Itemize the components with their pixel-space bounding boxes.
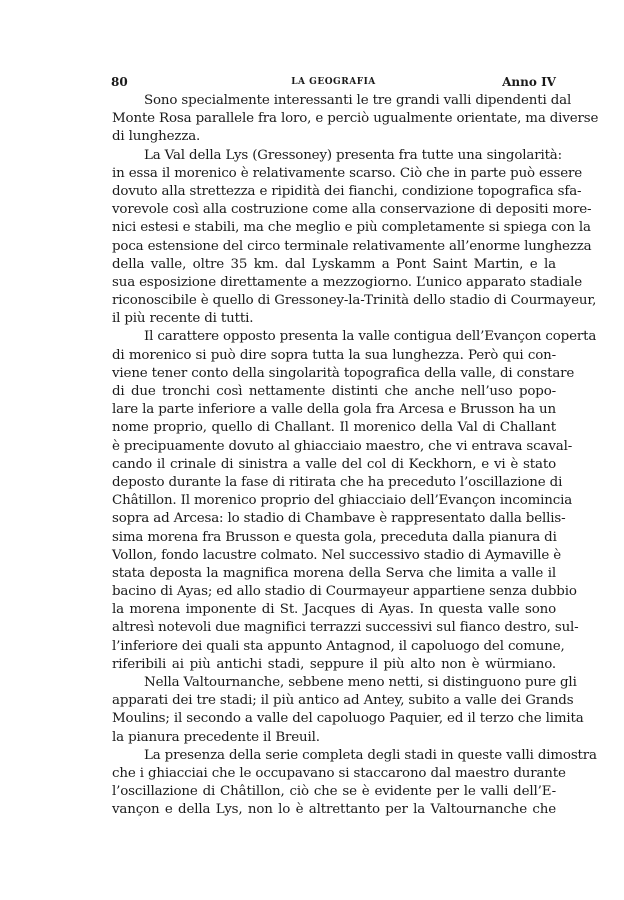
running-header — [111, 75, 556, 91]
text-line: della valle, oltre 35 km. dal Lyskamm a Pont Saint Martin, e la — [112, 256, 556, 272]
paragraph — [112, 747, 597, 820]
text-line: sima morena fra Brusson e questa gola, preceduta dalla pianura di — [112, 529, 557, 545]
page-number: 80 — [111, 75, 128, 89]
text-line: altresì notevoli due magnifici terrazzi successivi sul fianco destro, sul- — [112, 620, 579, 636]
paragraph — [112, 92, 599, 147]
text-line: viene tener conto della singolarità topografica della valle, di constare — [112, 365, 575, 381]
text-line: la morena imponente di St. Jacques di Ayas. In questa valle sono — [112, 602, 556, 618]
text-line: Monte Rosa parallele fra loro, e perciò ugualmente orientate, ma diverse — [112, 111, 599, 127]
text-line: deposto durante la fase di ritirata che ha preceduto l’oscillazione di — [112, 474, 563, 490]
text-line: di due tronchi così nettamente distinti che anche nell’uso popo- — [112, 384, 556, 399]
text-line: di morenico si può dire sopra tutta la sua lunghezza. Però qui con- — [112, 347, 556, 363]
text-line: Moulins; il secondo a valle del capoluogo Paquier, ed il terzo che limita — [112, 711, 584, 727]
paragraph — [112, 147, 597, 329]
text-line: l’inferiore dei quali sta appunto Antagnod, il capoluogo del comune, — [112, 638, 565, 654]
journal-title: LA GEOGRAFIA — [291, 77, 376, 87]
text-line: Nella Valtournanche, sebbene meno netti, si distinguono pure gli — [144, 675, 577, 690]
text-line: di lunghezza. — [112, 129, 201, 145]
text-line: in essa il morenico è relativamente scarso. Ciò che in parte può essere — [112, 165, 583, 181]
text-line: il più recente di tutti. — [112, 311, 254, 327]
volume-label: Anno IV — [502, 75, 556, 89]
text-line: che i ghiacciai che le occupavano si staccarono dal maestro durante — [112, 765, 566, 781]
text-line: Il carattere opposto presenta la valle contigua dell’Evançon coperta — [144, 329, 597, 345]
text-line: la pianura precedente il Breuil. — [112, 729, 320, 745]
text-line: Châtillon. Il morenico proprio del ghiacciaio dell’Evançon incomincia — [112, 493, 573, 509]
text-line: La presenza della serie completa degli stadi in queste valli dimostra — [144, 747, 597, 763]
text-line: bacino di Ayas; ed allo stadio di Courmayeur appartiene senza dubbio — [112, 584, 577, 600]
text-line: Vollon, fondo lacustre colmato. Nel successivo stadio di Aymaville è — [112, 547, 561, 563]
text-line: Sono specialmente interessanti le tre grandi valli dipendenti dal — [144, 93, 572, 108]
paragraph — [112, 674, 584, 747]
text-line: dovuto alla strettezza e ripidità dei fianchi, condizione topografica sfa- — [112, 183, 582, 199]
text-line: cando il crinale di sinistra a valle del col di Keckhorn, e vi è stato — [112, 456, 556, 472]
text-line: riconoscibile è quello di Gressoney-la-Trinità dello stadio di Courmayeur, — [112, 293, 597, 309]
text-line: stata deposta la magnifica morena della Serva che limita a valle il — [112, 565, 556, 581]
text-line: riferibili ai più antichi stadi, seppure il più alto non è würmiano. — [112, 656, 556, 672]
text-line: l’oscillazione di Châtillon, ciò che se è evidente per le valli dell’E- — [112, 784, 556, 800]
text-line: apparati dei tre stadi; il più antico ad Antey, subito a valle dei Grands — [112, 693, 574, 709]
body-text — [112, 92, 599, 820]
text-line: vorevole così alla costruzione come alla conservazione di depositi more- — [112, 202, 592, 218]
text-line: sopra ad Arcesa: lo stadio di Chambave è rappresentato dalla bellis- — [112, 511, 566, 527]
text-line: nici estesi e stabili, ma che meglio e più completamente si spiega con la — [112, 220, 591, 236]
text-line: nome proprio, quello di Challant. Il morenico della Val di Challant — [112, 420, 556, 436]
paragraph — [112, 328, 597, 674]
text-line: lare la parte inferiore a valle della gola fra Arcesa e Brusson ha un — [112, 402, 556, 418]
text-line: sua esposizione direttamente a mezzogiorno. L’unico apparato stadiale — [112, 274, 582, 290]
text-line: vançon e della Lys, non lo è altrettanto per la Valtournanche che — [112, 802, 556, 818]
text-line: poca estensione del circo terminale relativamente all’enorme lunghezza — [112, 238, 592, 254]
text-line: La Val della Lys (Gressoney) presenta fra tutte una singolarità: — [144, 147, 563, 163]
text-line: è precipuamente dovuto al ghiacciaio maestro, che vi entrava scaval- — [112, 438, 573, 454]
